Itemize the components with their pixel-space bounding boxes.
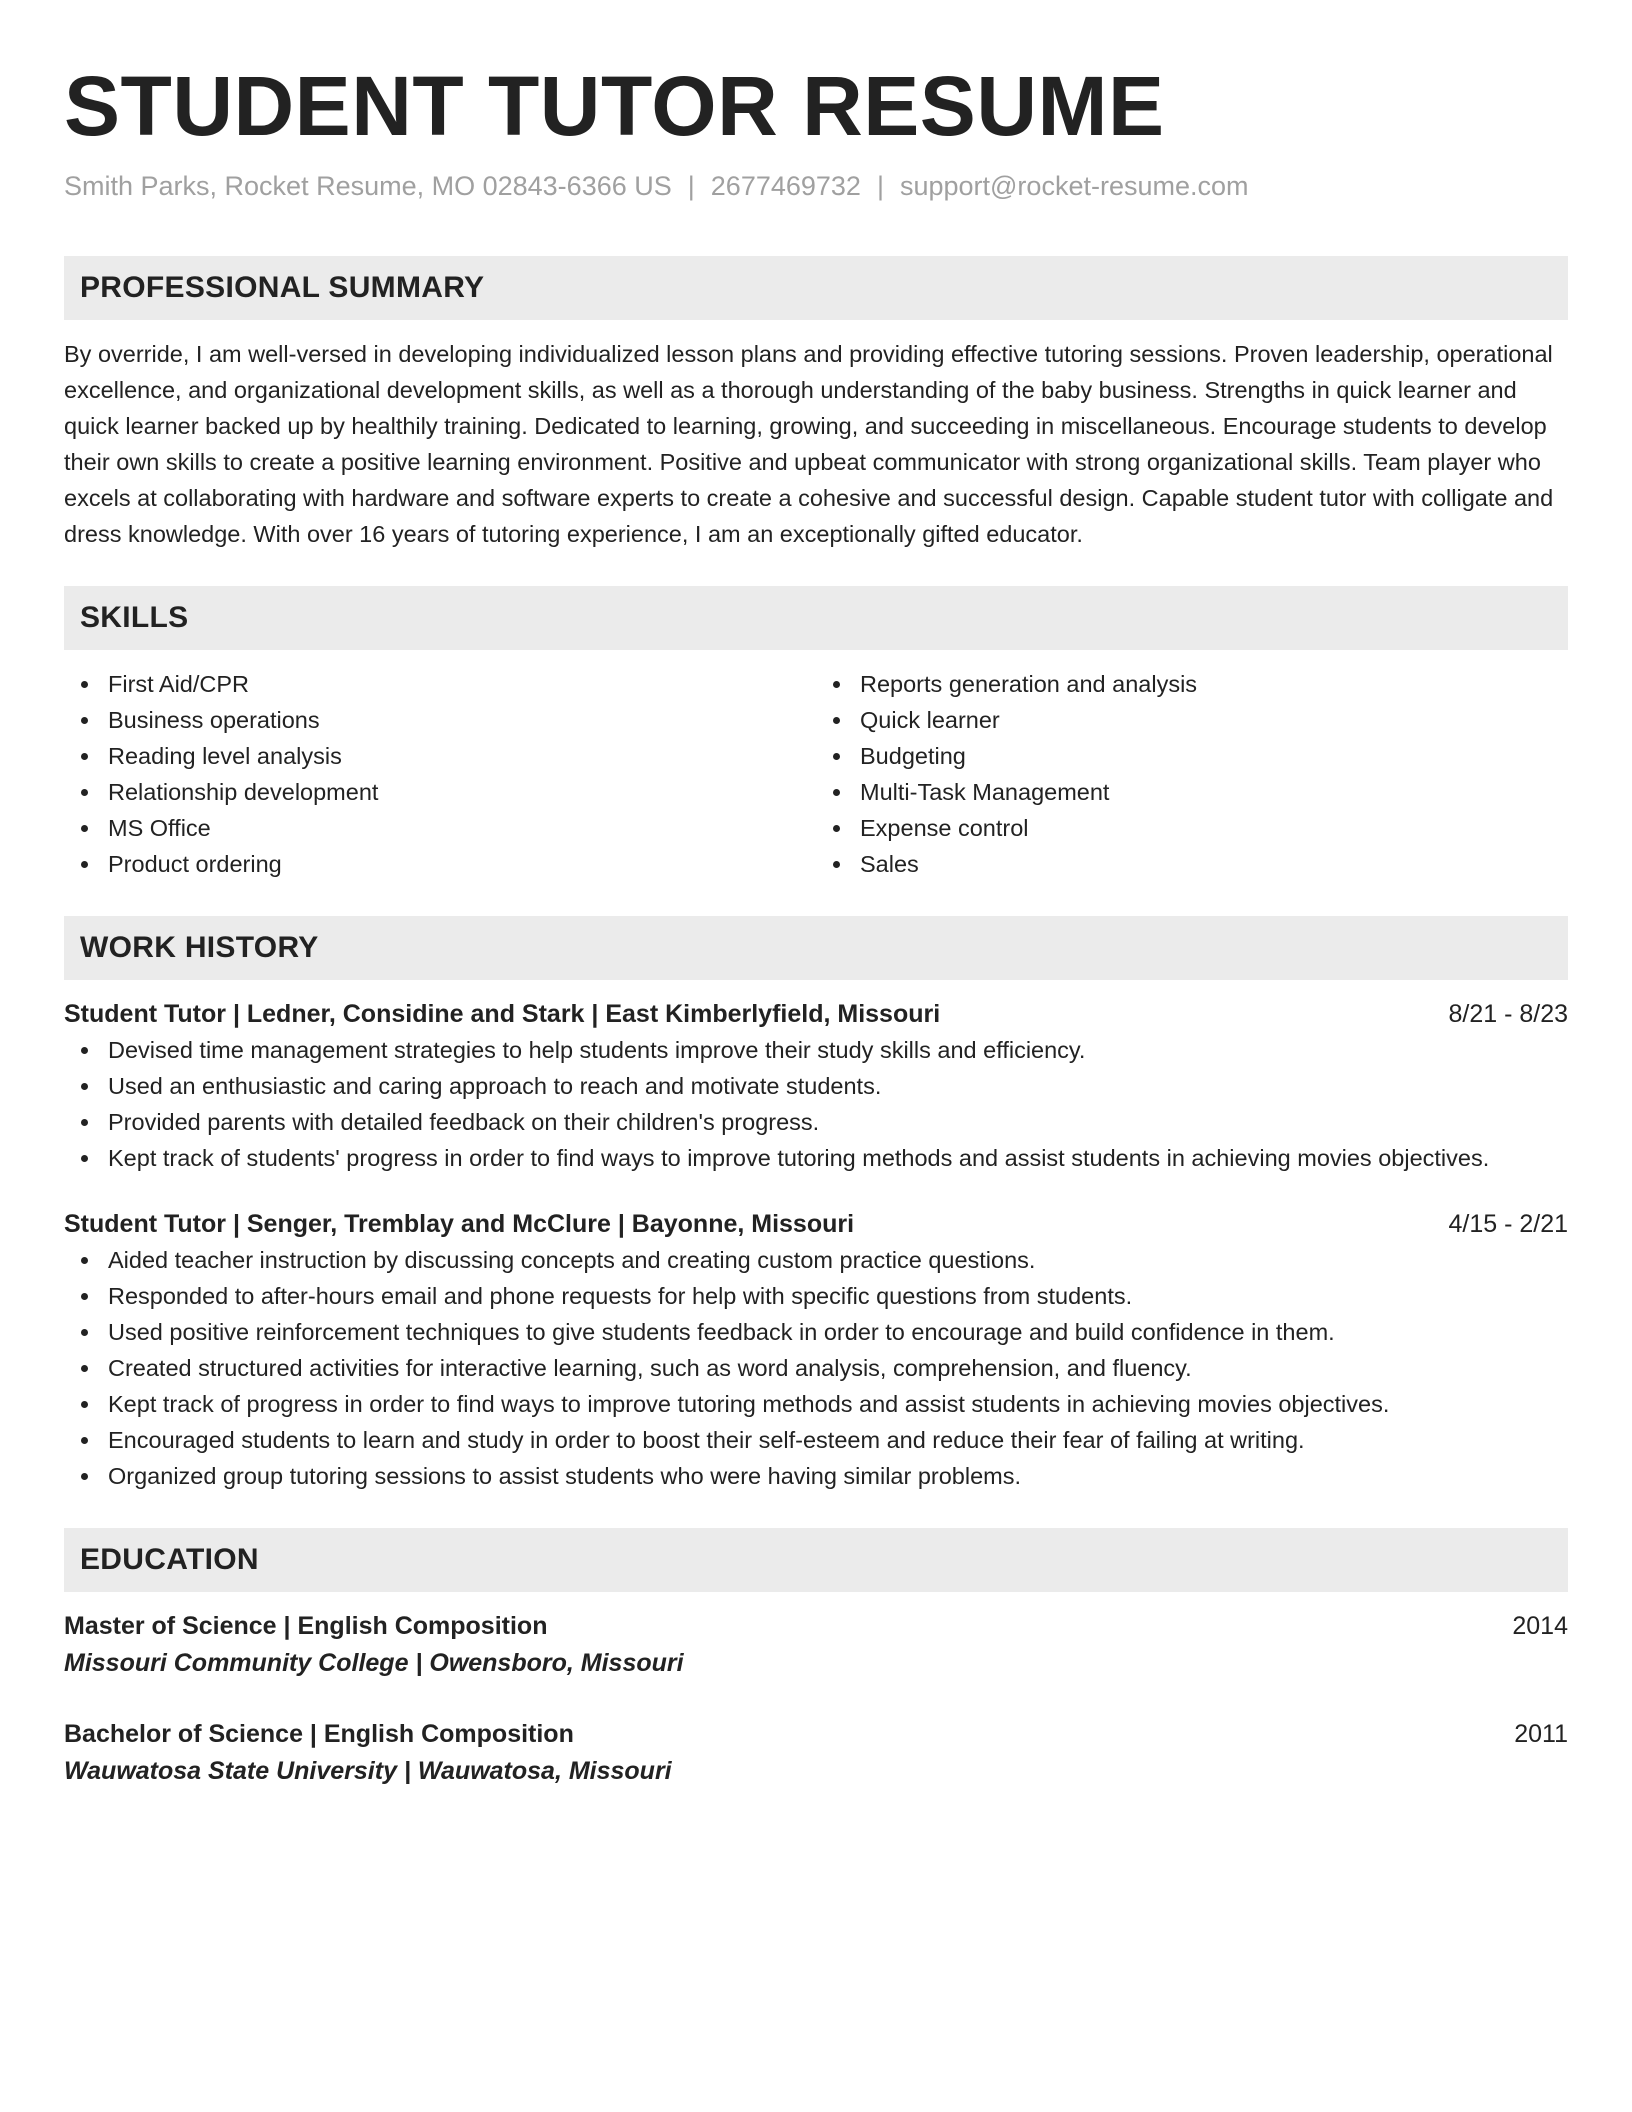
work-section-title: WORK HISTORY <box>80 931 319 964</box>
contact-email: support@rocket-resume.com <box>899 171 1249 201</box>
job-heading: Student Tutor | Senger, Tremblay and McClure | Bayonne, Missouri <box>64 1210 855 1238</box>
contact-address: Smith Parks, Rocket Resume, MO 02843-6366 US <box>64 171 672 201</box>
skill-item: Sales <box>860 846 1568 882</box>
skill-item: Business operations <box>108 702 816 738</box>
skill-item: Multi-Task Management <box>860 774 1568 810</box>
job-bullet: Devised time management strategies to help students improve their study skills and efficiency. <box>108 1032 1568 1068</box>
education-school: Wauwatosa State University | Wauwatosa, Missouri <box>64 1757 672 1785</box>
contact-line <box>64 168 1568 204</box>
job-bullets <box>64 1032 1568 1176</box>
job-entry <box>64 1206 1568 1494</box>
skill-item: Budgeting <box>860 738 1568 774</box>
job-dates: 8/21 - 8/23 <box>1448 1000 1568 1028</box>
skills-list <box>64 666 1568 882</box>
skills-column-right <box>816 666 1568 882</box>
education-section-title: EDUCATION <box>80 1543 259 1576</box>
summary-text: By override, I am well-versed in developing individualized lesson plans and providing effective tutoring sessions. Proven leadership, operational excellence, and organizational development skills, as well as a thorough understanding of the baby business. Strengths in quick learner and quick learner backed up by healthily training. Dedicated to learning, growing, and succeeding in miscellaneous. Encourage students to develop their own skills to create a positive learning environment. Positive and upbeat communicator with strong organizational skills. Team player who excels at collaborating with hardware and software experts to create a cohesive and successful design. Capable student tutor with colligate and dress knowledge. With over 16 years of tutoring experience, I am an exceptionally gifted educator. <box>64 341 1554 547</box>
job-bullets <box>64 1242 1568 1494</box>
skill-item: Reports generation and analysis <box>860 666 1568 702</box>
skill-item: Product ordering <box>108 846 816 882</box>
education-entry <box>64 1716 1568 1790</box>
job-bullet: Organized group tutoring sessions to assist students who were having similar problems. <box>108 1458 1568 1494</box>
job-bullet: Used positive reinforcement techniques to give students feedback in order to encourage and build confidence in them. <box>108 1314 1568 1350</box>
education-section-header <box>64 1528 1568 1592</box>
skill-item: Quick learner <box>860 702 1568 738</box>
education-degree: Bachelor of Science | English Composition <box>64 1720 574 1748</box>
job-heading-row <box>64 996 1568 1032</box>
summary-section-header <box>64 256 1568 320</box>
education-year: 2011 <box>1514 1720 1568 1748</box>
contact-separator: | <box>687 171 695 201</box>
contact-phone: 2677469732 <box>710 171 861 201</box>
skill-item: MS Office <box>108 810 816 846</box>
education-school: Missouri Community College | Owensboro, Missouri <box>64 1649 684 1677</box>
summary-section-title: PROFESSIONAL SUMMARY <box>80 271 485 304</box>
education-year: 2014 <box>1512 1612 1568 1640</box>
job-dates: 4/15 - 2/21 <box>1448 1210 1568 1238</box>
job-bullet: Kept track of students' progress in order to find ways to improve tutoring methods and assist students in achieving movies objectives. <box>108 1140 1568 1176</box>
skill-item: Relationship development <box>108 774 816 810</box>
skills-section-title: SKILLS <box>80 601 189 634</box>
education-entry <box>64 1608 1568 1682</box>
skill-item: Expense control <box>860 810 1568 846</box>
job-heading-row <box>64 1206 1568 1242</box>
skills-column-left <box>64 666 816 882</box>
skill-item: Reading level analysis <box>108 738 816 774</box>
education-heading-row <box>64 1608 1568 1644</box>
resume-title: STUDENT TUTOR RESUME <box>64 59 1165 153</box>
job-bullet: Aided teacher instruction by discussing concepts and creating custom practice questions. <box>108 1242 1568 1278</box>
skill-item: First Aid/CPR <box>108 666 816 702</box>
job-bullet: Kept track of progress in order to find ways to improve tutoring methods and assist students in achieving movies objectives. <box>108 1386 1568 1422</box>
job-heading: Student Tutor | Ledner, Considine and Stark | East Kimberlyfield, Missouri <box>64 1000 941 1028</box>
job-bullet: Encouraged students to learn and study in order to boost their self-esteem and reduce their fear of failing at writing. <box>108 1422 1568 1458</box>
education-heading-row <box>64 1716 1568 1752</box>
education-degree: Master of Science | English Composition <box>64 1612 548 1640</box>
skills-section-header <box>64 586 1568 650</box>
contact-separator: | <box>876 171 884 201</box>
work-section-header <box>64 916 1568 980</box>
job-bullet: Created structured activities for interactive learning, such as word analysis, comprehension, and fluency. <box>108 1350 1568 1386</box>
job-bullet: Provided parents with detailed feedback on their children's progress. <box>108 1104 1568 1140</box>
job-bullet: Responded to after-hours email and phone requests for help with specific questions from students. <box>108 1278 1568 1314</box>
job-entry <box>64 996 1568 1176</box>
job-bullet: Used an enthusiastic and caring approach to reach and motivate students. <box>108 1068 1568 1104</box>
